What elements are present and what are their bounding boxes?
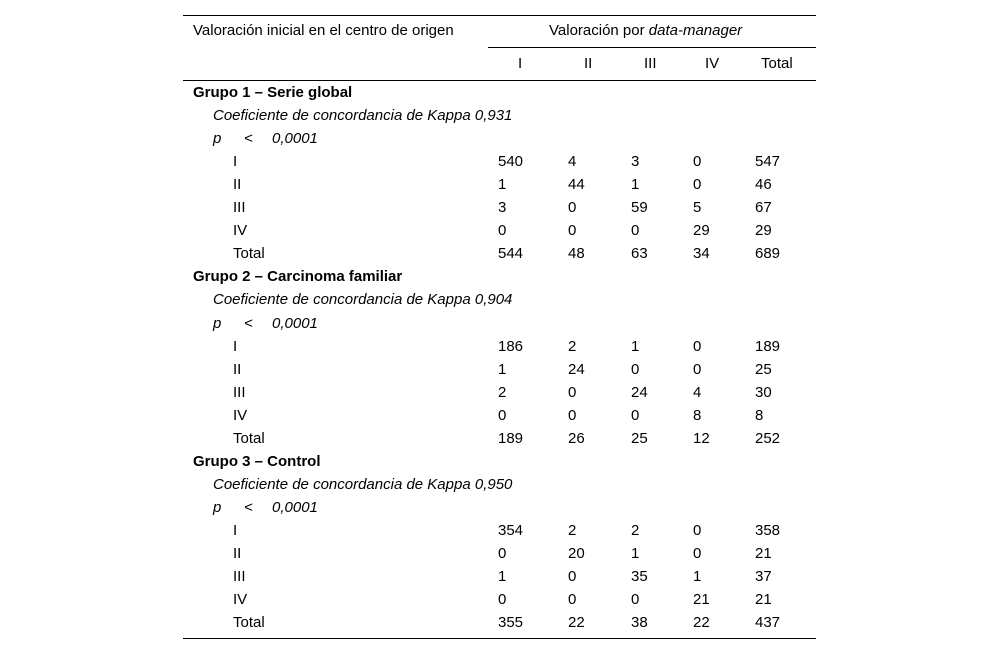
row-label: I	[233, 153, 238, 171]
cell-total: 21	[755, 545, 772, 562]
cell-total: 358	[755, 521, 781, 539]
cell-iv: 1	[693, 568, 702, 586]
top-rule	[183, 15, 816, 16]
row-label: Total	[233, 429, 265, 447]
header-bottom-rule	[183, 80, 816, 81]
cell-iii: 25	[631, 429, 648, 447]
kappa-coefficient: Coeficiente de concordancia de Kappa 0,904	[213, 291, 513, 309]
row-label: Total	[233, 614, 265, 632]
cell-iv: 0	[693, 545, 702, 562]
p-operator: <	[244, 498, 253, 516]
cell-iv: 0	[693, 176, 702, 194]
col-header-ii: II	[584, 55, 593, 72]
p-operator: <	[244, 314, 253, 332]
cell-i: 0	[498, 545, 507, 562]
cell-ii: 2	[568, 521, 577, 539]
p-operator: <	[244, 130, 253, 148]
cell-i: 1	[498, 568, 507, 586]
row-label: II	[233, 176, 242, 194]
cell-ii: 0	[568, 591, 577, 609]
cell-ii: 0	[568, 199, 577, 217]
cell-iii: 0	[631, 406, 640, 424]
p-label: p	[213, 130, 222, 148]
cell-iv: 34	[693, 245, 710, 263]
column-group-label-em: data-manager	[648, 22, 743, 39]
cell-iii: 59	[631, 199, 648, 217]
cell-iv: 0	[693, 521, 702, 539]
group-title: Grupo 1 – Serie global	[193, 84, 353, 101]
p-label: p	[213, 314, 222, 332]
cell-i: 354	[498, 521, 524, 539]
col-header-iii: III	[644, 55, 657, 72]
cell-total: 689	[755, 245, 781, 263]
cell-ii: 24	[568, 360, 585, 378]
cell-total: 30	[755, 383, 772, 401]
cell-iv: 0	[693, 360, 702, 378]
cell-iv: 29	[693, 222, 710, 240]
kappa-coefficient: Coeficiente de concordancia de Kappa 0,931	[213, 107, 513, 125]
row-label: II	[233, 545, 242, 562]
cell-iv: 0	[693, 337, 702, 355]
row-header-label: Valoración inicial en el centro de origen	[193, 22, 454, 39]
cell-i: 544	[498, 245, 524, 263]
cell-ii: 4	[568, 153, 577, 171]
cell-i: 1	[498, 360, 507, 378]
cell-i: 1	[498, 176, 507, 194]
cell-iii: 35	[631, 568, 648, 586]
p-label: p	[213, 498, 222, 516]
column-group-label	[549, 22, 742, 40]
cell-total: 437	[755, 614, 781, 632]
cell-i: 540	[498, 153, 524, 171]
cell-iii: 3	[631, 153, 640, 171]
cell-i: 2	[498, 383, 507, 401]
cell-ii: 48	[568, 245, 585, 263]
row-label: I	[233, 337, 238, 355]
cell-total: 29	[755, 222, 772, 240]
cell-total: 21	[755, 591, 772, 609]
cell-iii: 0	[631, 222, 640, 240]
cell-total: 25	[755, 360, 772, 378]
cell-ii: 22	[568, 614, 585, 632]
cell-total: 46	[755, 176, 772, 194]
cell-total: 252	[755, 429, 781, 447]
cell-iii: 1	[631, 545, 640, 562]
row-label: II	[233, 360, 242, 378]
cell-iii: 1	[631, 176, 640, 194]
cell-ii: 0	[568, 406, 577, 424]
row-label: Total	[233, 245, 265, 263]
row-label: IV	[233, 406, 248, 424]
cell-iii: 0	[631, 591, 640, 609]
cell-i: 186	[498, 337, 524, 355]
p-value: 0,0001	[272, 498, 318, 516]
cell-ii: 20	[568, 545, 585, 562]
cell-ii: 0	[568, 568, 577, 586]
cell-iii: 2	[631, 521, 640, 539]
cell-total: 8	[755, 406, 764, 424]
cell-iii: 1	[631, 337, 640, 355]
cell-total: 189	[755, 337, 781, 355]
cell-iii: 63	[631, 245, 648, 263]
cell-ii: 26	[568, 429, 585, 447]
cell-ii: 0	[568, 383, 577, 401]
cell-i: 189	[498, 429, 524, 447]
group-title: Grupo 3 – Control	[193, 452, 321, 470]
row-label: III	[233, 199, 246, 217]
cell-ii: 2	[568, 337, 577, 355]
cell-iii: 24	[631, 383, 648, 401]
cell-iv: 8	[693, 406, 702, 424]
p-value: 0,0001	[272, 130, 318, 148]
col-header-iv: IV	[705, 55, 720, 72]
cell-iii: 0	[631, 360, 640, 378]
cell-iv: 12	[693, 429, 710, 447]
p-value: 0,0001	[272, 314, 318, 332]
kappa-coefficient: Coeficiente de concordancia de Kappa 0,950	[213, 475, 513, 493]
bottom-rule	[183, 638, 816, 639]
row-label: III	[233, 568, 246, 586]
cell-iv: 0	[693, 153, 702, 171]
cell-iii: 38	[631, 614, 648, 632]
cell-total: 37	[755, 568, 772, 586]
cell-i: 0	[498, 591, 507, 609]
cell-i: 0	[498, 406, 507, 424]
cell-i: 0	[498, 222, 507, 240]
row-label: IV	[233, 591, 248, 609]
cell-total: 67	[755, 199, 772, 217]
group-header-rule	[488, 47, 816, 48]
cell-i: 355	[498, 614, 524, 632]
cell-i: 3	[498, 199, 507, 217]
cell-ii: 44	[568, 176, 585, 194]
col-header-total: Total	[761, 55, 793, 72]
cell-ii: 0	[568, 222, 577, 240]
column-group-label-prefix: Valoración por	[549, 22, 649, 39]
row-label: IV	[233, 222, 248, 240]
cell-total: 547	[755, 153, 781, 171]
row-label: III	[233, 383, 246, 401]
row-label: I	[233, 521, 238, 539]
cell-iv: 22	[693, 614, 710, 632]
col-header-i: I	[518, 55, 523, 72]
cell-iv: 21	[693, 591, 710, 609]
group-title: Grupo 2 – Carcinoma familiar	[193, 268, 403, 286]
cell-iv: 5	[693, 199, 702, 217]
cell-iv: 4	[693, 383, 702, 401]
